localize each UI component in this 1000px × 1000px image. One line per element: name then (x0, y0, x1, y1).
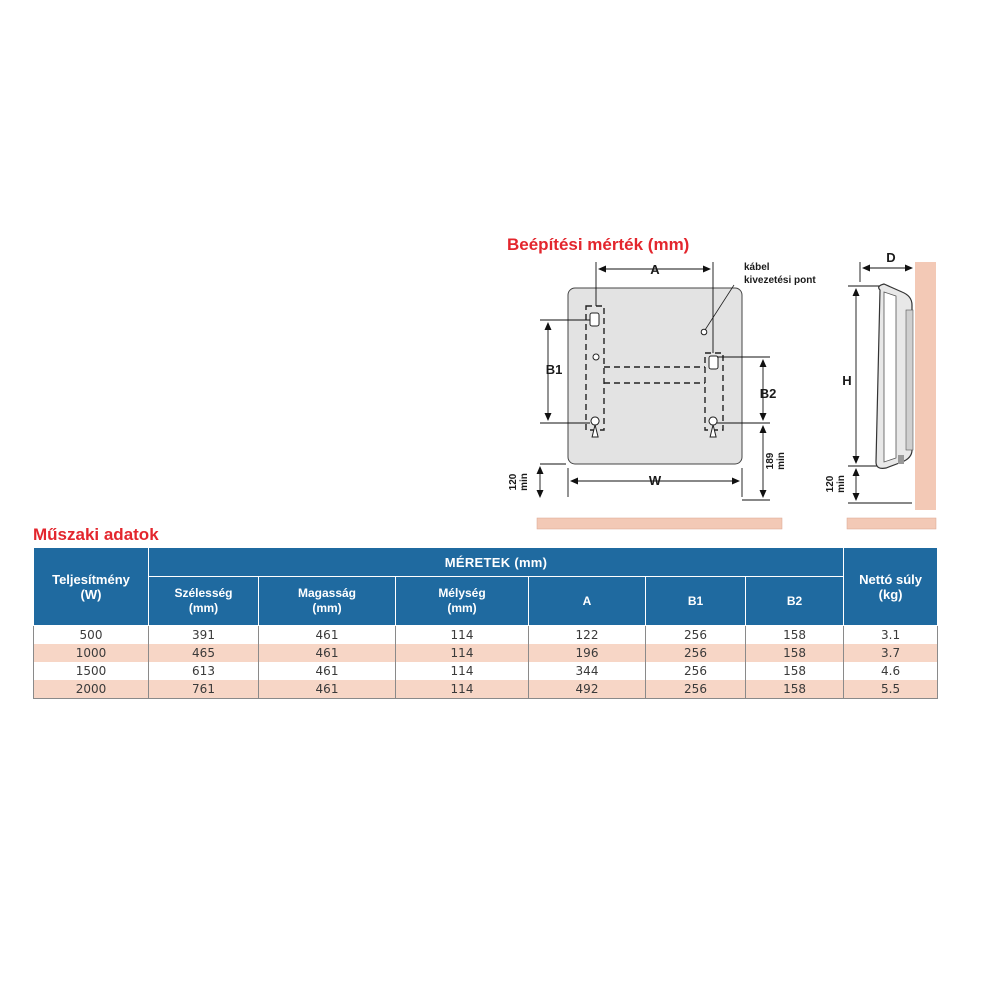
cell-a: 492 (529, 680, 646, 699)
cell-b2: 158 (746, 680, 844, 699)
heater-side-profile (876, 284, 913, 468)
header-width: Szélesség (mm) (149, 577, 259, 626)
label-w: W (648, 473, 662, 488)
cell-a: 196 (529, 644, 646, 662)
cell-b2: 158 (746, 626, 844, 645)
cell-width: 761 (149, 680, 259, 699)
cell-b2: 158 (746, 644, 844, 662)
header-a: A (529, 577, 646, 626)
clearance-120-front-label (508, 473, 530, 491)
cell-power: 1500 (34, 662, 149, 680)
cell-b1: 256 (646, 662, 746, 680)
cell-a: 344 (529, 662, 646, 680)
label-b2: B2 (759, 386, 777, 401)
cable-label-line2: kivezetési pont (744, 275, 816, 286)
svg-text:min: min (519, 473, 530, 491)
cell-weight: 4.6 (844, 662, 938, 680)
label-h: H (842, 373, 852, 388)
floor-strip-front (537, 518, 782, 529)
cell-power: 2000 (34, 680, 149, 699)
cell-width: 613 (149, 662, 259, 680)
svg-text:120: 120 (508, 473, 519, 491)
cell-a: 122 (529, 626, 646, 645)
svg-text:189: 189 (765, 452, 776, 470)
cell-height: 461 (259, 680, 396, 699)
wall (915, 262, 936, 510)
header-weight: Nettó súly (kg) (844, 548, 938, 626)
cell-height: 461 (259, 662, 396, 680)
table-row (34, 626, 938, 645)
installation-title: Beépítési mérték (mm) (507, 235, 690, 254)
table-row (34, 662, 938, 680)
header-power: Teljesítmény (W) (34, 548, 149, 626)
cable-label-line1: kábel (744, 262, 770, 273)
cell-width: 391 (149, 626, 259, 645)
cell-depth: 114 (396, 680, 529, 699)
svg-text:min: min (776, 452, 787, 470)
label-a: A (650, 262, 660, 277)
cell-depth: 114 (396, 662, 529, 680)
cell-power: 500 (34, 626, 149, 645)
header-dimensions: MÉRETEK (mm) (149, 548, 844, 577)
label-b1: B1 (545, 362, 563, 377)
specs-title: Műszaki adatok (33, 525, 159, 544)
header-depth: Mélység (mm) (396, 577, 529, 626)
cell-weight: 3.1 (844, 626, 938, 645)
cell-power: 1000 (34, 644, 149, 662)
table-row (34, 680, 938, 699)
cable-exit-point (701, 329, 707, 335)
cell-b2: 158 (746, 662, 844, 680)
cell-b1: 256 (646, 680, 746, 699)
clearance-189-label (765, 452, 787, 470)
cell-width: 465 (149, 644, 259, 662)
floor-strip-side (847, 518, 936, 529)
header-b1: B1 (646, 577, 746, 626)
cell-weight: 3.7 (844, 644, 938, 662)
cell-weight: 5.5 (844, 680, 938, 699)
table-row (34, 644, 938, 662)
specs-table (33, 547, 938, 699)
cell-height: 461 (259, 644, 396, 662)
svg-text:min: min (836, 475, 847, 493)
cell-b1: 256 (646, 626, 746, 645)
cell-b1: 256 (646, 644, 746, 662)
header-b2: B2 (746, 577, 844, 626)
clearance-120-side-label (825, 475, 847, 493)
svg-text:120: 120 (825, 475, 836, 493)
cell-depth: 114 (396, 626, 529, 645)
cell-depth: 114 (396, 644, 529, 662)
cell-height: 461 (259, 626, 396, 645)
label-d: D (886, 250, 896, 265)
header-height: Magasság (mm) (259, 577, 396, 626)
